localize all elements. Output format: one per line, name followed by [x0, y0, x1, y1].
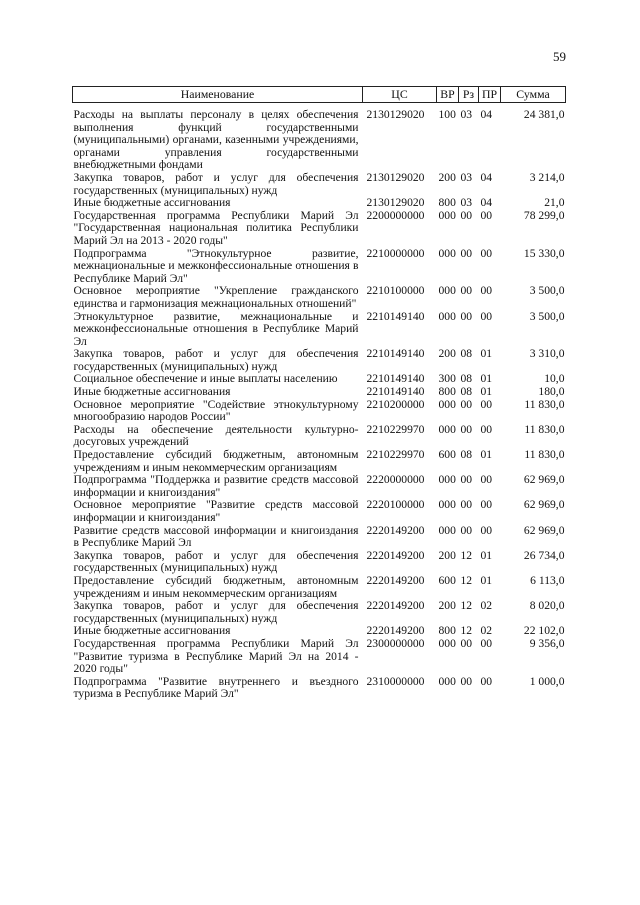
- table-row: [73, 525, 566, 550]
- cell-pr: 00: [480, 246, 493, 260]
- cell-sum: 9 356,0: [529, 636, 565, 650]
- cell-pr: 02: [480, 599, 493, 613]
- cell-sum: 6 113,0: [530, 573, 565, 587]
- cell-rz: 08: [460, 372, 473, 386]
- cell-rz: 00: [460, 473, 473, 487]
- cell-name: Иные бюджетные ассигнования: [73, 624, 231, 638]
- cell-vr: 000: [438, 246, 456, 260]
- cell-name: Подпрограмма "Развитие внутреннего и въездного туризма в Республике Марий Эл": [73, 674, 359, 701]
- cell-pr: 00: [480, 473, 493, 487]
- cell-cs: 2210200000: [366, 397, 425, 411]
- cell-vr: 000: [438, 523, 456, 537]
- header-rz: Рз: [459, 87, 479, 103]
- table-row: [73, 197, 566, 210]
- table-row: [73, 399, 566, 424]
- cell-sum: 24 381,0: [523, 108, 565, 121]
- table-row: [73, 103, 566, 172]
- cell-vr: 000: [438, 636, 456, 650]
- cell-rz: 00: [460, 498, 473, 512]
- cell-rz: 12: [460, 573, 473, 587]
- table-row: [73, 248, 566, 286]
- table-row: [73, 210, 566, 248]
- cell-rz: 12: [460, 599, 473, 613]
- cell-vr: 000: [438, 309, 456, 323]
- cell-sum: 3 500,0: [529, 309, 565, 323]
- cell-sum: 8 020,0: [529, 599, 565, 613]
- cell-cs: 2130129020: [366, 196, 425, 210]
- cell-cs: 2200000000: [366, 208, 425, 222]
- cell-sum: 22 102,0: [523, 624, 565, 638]
- cell-sum: 78 299,0: [523, 208, 565, 222]
- cell-rz: 00: [460, 397, 473, 411]
- cell-pr: 01: [480, 548, 493, 562]
- cell-name: Подпрограмма "Поддержка и развитие средств массовой информации и книгоиздания": [73, 473, 359, 499]
- cell-sum: 11 830,0: [524, 397, 565, 411]
- cell-rz: 00: [460, 422, 473, 436]
- cell-name: Иные бюджетные ассигнования: [73, 196, 231, 210]
- cell-rz: 00: [460, 284, 473, 298]
- cell-name: Этнокультурное развитие, межнациональные и межконфессиональные отношения в Республике Марий Эл: [73, 309, 359, 348]
- cell-pr: 00: [480, 397, 493, 411]
- table-row: [73, 449, 566, 474]
- cell-vr: 200: [438, 347, 456, 361]
- cell-vr: 000: [438, 397, 456, 411]
- cell-cs: 2210100000: [366, 284, 425, 298]
- cell-pr: 04: [480, 170, 493, 184]
- cell-sum: 11 830,0: [524, 422, 565, 436]
- cell-pr: 00: [480, 498, 493, 512]
- cell-cs: 2130129020: [366, 108, 425, 121]
- table-row: [73, 499, 566, 524]
- table-row: [73, 474, 566, 499]
- cell-pr: 00: [480, 636, 493, 650]
- table-row: [73, 285, 566, 310]
- header-name: Наименование: [73, 87, 363, 103]
- cell-cs: 2220149200: [366, 548, 425, 562]
- cell-vr: 800: [438, 385, 456, 399]
- cell-pr: 00: [480, 208, 493, 222]
- cell-sum: 62 969,0: [523, 523, 565, 537]
- cell-vr: 200: [438, 599, 456, 613]
- cell-sum: 62 969,0: [523, 498, 565, 512]
- cell-pr: 01: [480, 372, 493, 386]
- cell-sum: 21,0: [544, 196, 565, 210]
- cell-pr: 01: [480, 448, 493, 462]
- cell-pr: 00: [480, 422, 493, 436]
- cell-vr: 300: [438, 372, 456, 386]
- cell-rz: 00: [460, 523, 473, 537]
- cell-name: Социальное обеспечение и иные выплаты населению: [73, 372, 338, 386]
- cell-rz: 08: [460, 385, 473, 399]
- table-row: [73, 172, 566, 197]
- cell-pr: 04: [480, 196, 493, 210]
- cell-rz: 08: [460, 448, 473, 462]
- cell-cs: 2210149140: [366, 372, 425, 386]
- page-number: 59: [553, 49, 566, 64]
- cell-sum: 1 000,0: [529, 674, 565, 688]
- cell-pr: 04: [480, 108, 493, 121]
- cell-pr: 02: [480, 624, 493, 638]
- table-body: [73, 103, 566, 701]
- cell-pr: 00: [480, 309, 493, 323]
- cell-name: Иные бюджетные ассигнования: [73, 385, 231, 399]
- budget-table: [72, 86, 566, 701]
- header-vr: ВР: [437, 87, 459, 103]
- header-pr: ПР: [479, 87, 501, 103]
- cell-cs: 2210229970: [366, 422, 425, 436]
- cell-cs: 2310000000: [366, 674, 425, 688]
- cell-name: Подпрограмма "Этнокультурное развитие, межнациональные и межконфессиональные отношения в Республике Марий Эл": [73, 246, 359, 285]
- cell-cs: 2300000000: [366, 636, 425, 650]
- cell-rz: 03: [460, 108, 473, 121]
- cell-rz: 08: [460, 347, 473, 361]
- cell-cs: 2210229970: [366, 448, 425, 462]
- cell-name: Предоставление субсидий бюджетным, автономным учреждениям и иным некоммерческим организациям: [73, 448, 359, 474]
- cell-cs: 2210149140: [366, 309, 425, 323]
- table-row: [73, 311, 566, 349]
- cell-vr: 100: [438, 108, 456, 121]
- cell-cs: 2210149140: [366, 347, 425, 361]
- cell-rz: 00: [460, 208, 473, 222]
- cell-pr: 01: [480, 347, 493, 361]
- cell-rz: 00: [460, 309, 473, 323]
- cell-vr: 000: [438, 674, 456, 688]
- cell-name: Расходы на выплаты персоналу в целях обеспечения выполнения функций государственными (муниципальными) органами, казенными учреждениями, органами управления государственными внебюджетными фондами: [73, 108, 359, 172]
- table-row: [73, 424, 566, 449]
- cell-sum: 15 330,0: [523, 246, 565, 260]
- table-row: [73, 575, 566, 600]
- cell-vr: 000: [438, 208, 456, 222]
- cell-name: Закупка товаров, работ и услуг для обеспечения государственных (муниципальных) нужд: [73, 548, 359, 575]
- cell-name: Развитие средств массовой информации и книгоиздания в Республике Марий Эл: [73, 523, 359, 550]
- cell-sum: 26 734,0: [523, 548, 565, 562]
- cell-vr: 600: [438, 573, 456, 587]
- cell-pr: 01: [480, 573, 493, 587]
- table-row: [73, 676, 566, 701]
- cell-sum: 180,0: [538, 385, 565, 399]
- cell-rz: 03: [460, 170, 473, 184]
- cell-name: Основное мероприятие "Развитие средств массовой информации и книгоиздания": [73, 498, 359, 524]
- header-cs: ЦС: [363, 87, 437, 103]
- cell-sum: 3 310,0: [529, 347, 565, 361]
- cell-rz: 00: [460, 246, 473, 260]
- cell-cs: 2220149200: [366, 624, 425, 638]
- cell-cs: 2220100000: [366, 498, 425, 512]
- table-header-row: [73, 87, 566, 103]
- cell-vr: 000: [438, 498, 456, 512]
- cell-name: Государственная программа Республики Марий Эл "Развитие туризма в Республике Марий Эл на 2014 - 2020 годы": [73, 636, 359, 676]
- table-row: [73, 600, 566, 625]
- cell-vr: 800: [438, 196, 456, 210]
- cell-sum: 11 830,0: [524, 448, 565, 462]
- cell-cs: 2220000000: [366, 473, 425, 487]
- cell-name: Закупка товаров, работ и услуг для обеспечения государственных (муниципальных) нужд: [73, 170, 359, 197]
- cell-vr: 200: [438, 548, 456, 562]
- cell-pr: 00: [480, 674, 493, 688]
- cell-vr: 000: [438, 422, 456, 436]
- cell-name: Закупка товаров, работ и услуг для обеспечения государственных (муниципальных) нужд: [73, 347, 359, 373]
- cell-cs: 2220149200: [366, 523, 425, 537]
- cell-rz: 12: [460, 624, 473, 638]
- cell-vr: 000: [438, 473, 456, 487]
- cell-pr: 00: [480, 523, 493, 537]
- table-row: [73, 550, 566, 575]
- cell-name: Расходы на обеспечение деятельности культурно-досуговых учреждений: [73, 422, 359, 449]
- cell-rz: 03: [460, 196, 473, 210]
- cell-cs: 2220149200: [366, 599, 425, 613]
- cell-name: Основное мероприятие "Укрепление гражданского единства и гармонизация межнациональных отношений": [73, 284, 359, 310]
- cell-cs: 2130129020: [366, 170, 425, 184]
- cell-name: Предоставление субсидий бюджетным, автономным учреждениям и иным некоммерческим организациям: [73, 573, 359, 600]
- cell-sum: 3 214,0: [529, 170, 565, 184]
- cell-pr: 00: [480, 284, 493, 298]
- cell-rz: 12: [460, 548, 473, 562]
- cell-sum: 62 969,0: [523, 473, 565, 487]
- cell-vr: 800: [438, 624, 456, 638]
- cell-cs: 2220149200: [366, 573, 425, 587]
- table-row: [73, 348, 566, 373]
- cell-sum: 10,0: [544, 372, 565, 386]
- cell-rz: 00: [460, 674, 473, 688]
- cell-vr: 200: [438, 170, 456, 184]
- cell-sum: 3 500,0: [529, 284, 565, 298]
- cell-cs: 2210000000: [366, 246, 425, 260]
- cell-name: Закупка товаров, работ и услуг для обеспечения государственных (муниципальных) нужд: [73, 599, 359, 625]
- table-row: [73, 386, 566, 399]
- cell-name: Основное мероприятие "Содействие этнокультурному многообразию народов России": [73, 397, 359, 424]
- cell-rz: 00: [460, 636, 473, 650]
- cell-vr: 000: [438, 284, 456, 298]
- cell-name: Государственная программа Республики Марий Эл "Государственная национальная политика Республики Марий Эл на 2013 - 2020 годы": [73, 208, 359, 247]
- cell-vr: 600: [438, 448, 456, 462]
- header-sum: Сумма: [501, 87, 566, 103]
- cell-pr: 01: [480, 385, 493, 399]
- table-row: [73, 638, 566, 676]
- cell-cs: 2210149140: [366, 385, 425, 399]
